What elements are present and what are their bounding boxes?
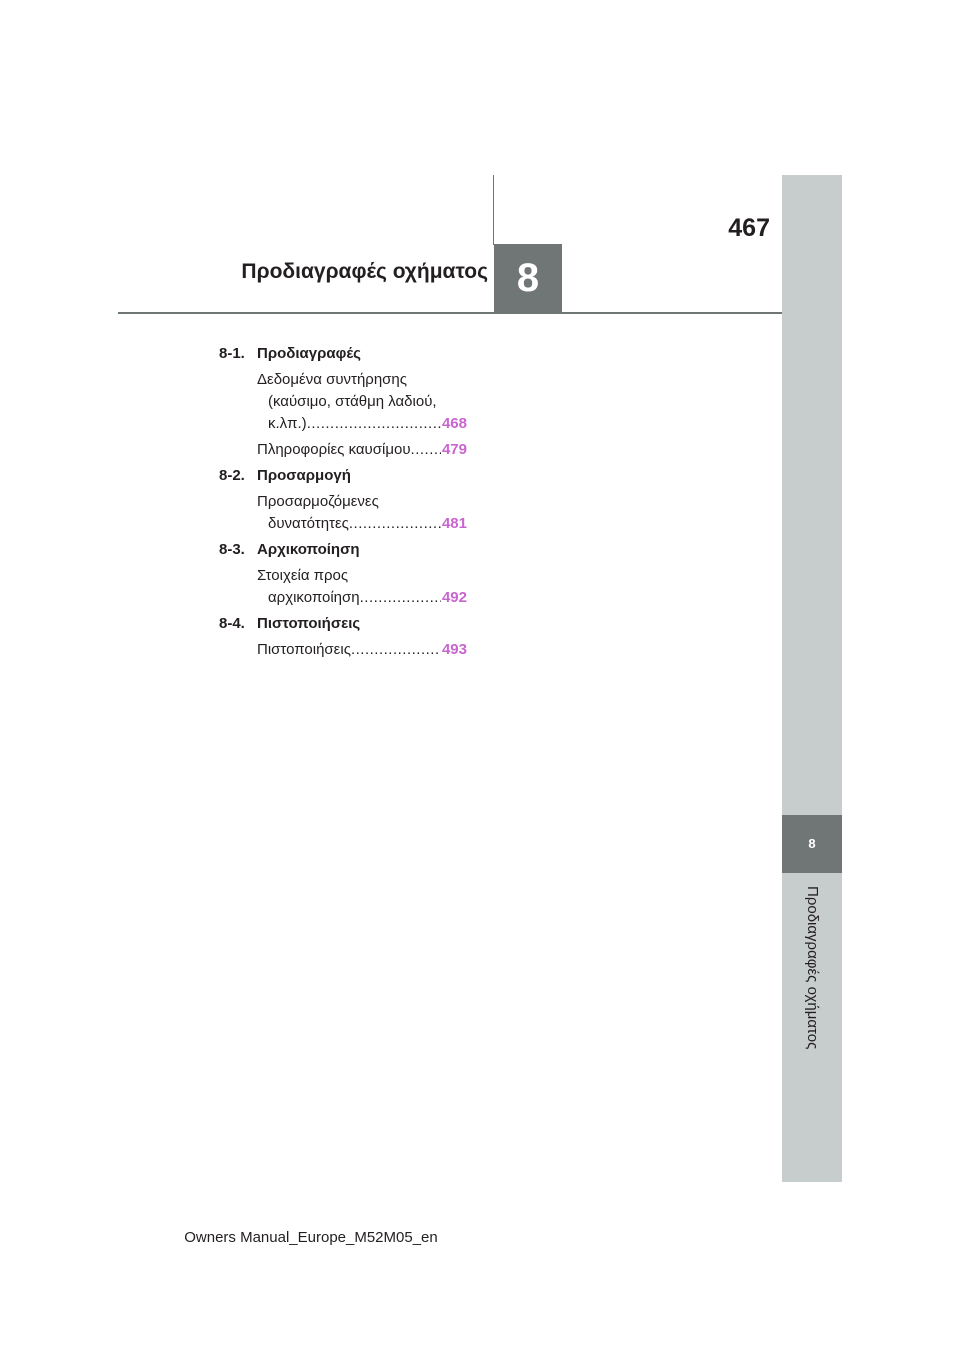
toc-entry[interactable]: [257, 439, 467, 461]
footer-text: Owners Manual_Europe_M52M05_en: [184, 1229, 438, 1246]
section-number: 8-1.: [219, 345, 245, 362]
entry-text: Δεδομένα συντήρησης: [257, 371, 407, 388]
toc-section: [219, 465, 467, 487]
toc-section: [219, 613, 467, 635]
chapter-title: Προδιαγραφές οχήματος: [241, 260, 488, 283]
entry-text: δυνατότητες: [268, 515, 349, 532]
side-tab-chapter-number[interactable]: 8: [782, 815, 842, 873]
page-link[interactable]: 468: [441, 415, 467, 432]
entry-text: Πληροφορίες καυσίμου: [257, 441, 411, 458]
toc-section: [219, 539, 467, 561]
section-number: 8-4.: [219, 615, 245, 632]
page-link[interactable]: 479: [441, 441, 467, 458]
toc-entry[interactable]: [257, 565, 467, 609]
dot-leader: [307, 413, 441, 435]
chapter-number-box: 8: [494, 244, 562, 313]
section-number: 8-3.: [219, 541, 245, 558]
section-title: Προσαρμογή: [257, 467, 351, 484]
section-title: Αρχικοποίηση: [257, 541, 360, 558]
section-title: Πιστοποιήσεις: [257, 615, 361, 632]
entry-text: Πιστοποιήσεις: [257, 641, 351, 658]
header-horizontal-rule: [118, 312, 782, 314]
dot-leader: [360, 587, 441, 609]
section-number: 8-2.: [219, 467, 245, 484]
toc-entry[interactable]: [257, 369, 467, 435]
dot-leader: [351, 639, 441, 661]
section-title: Προδιαγραφές: [257, 345, 361, 362]
entry-text: Προσαρμοζόμενες: [257, 493, 379, 510]
entry-text: αρχικοποίηση: [268, 589, 360, 606]
entry-text: (καύσιμο, στάθμη λαδιού,: [268, 393, 437, 410]
dot-leader: [411, 439, 441, 461]
page-link[interactable]: 493: [441, 641, 467, 658]
table-of-contents: [219, 343, 467, 665]
page-number: 467: [728, 214, 770, 242]
dot-leader: [349, 513, 441, 535]
page-link[interactable]: 481: [441, 515, 467, 532]
entry-text: κ.λπ.): [268, 415, 307, 432]
toc-section: [219, 343, 467, 365]
entry-text: Στοιχεία προς: [257, 567, 349, 584]
side-tab-label: Προδιαγραφές οχήματος: [804, 886, 821, 1050]
header-vertical-rule: [493, 175, 494, 245]
toc-entry[interactable]: [257, 491, 467, 535]
page-link[interactable]: 492: [441, 589, 467, 606]
toc-entry[interactable]: [257, 639, 467, 661]
